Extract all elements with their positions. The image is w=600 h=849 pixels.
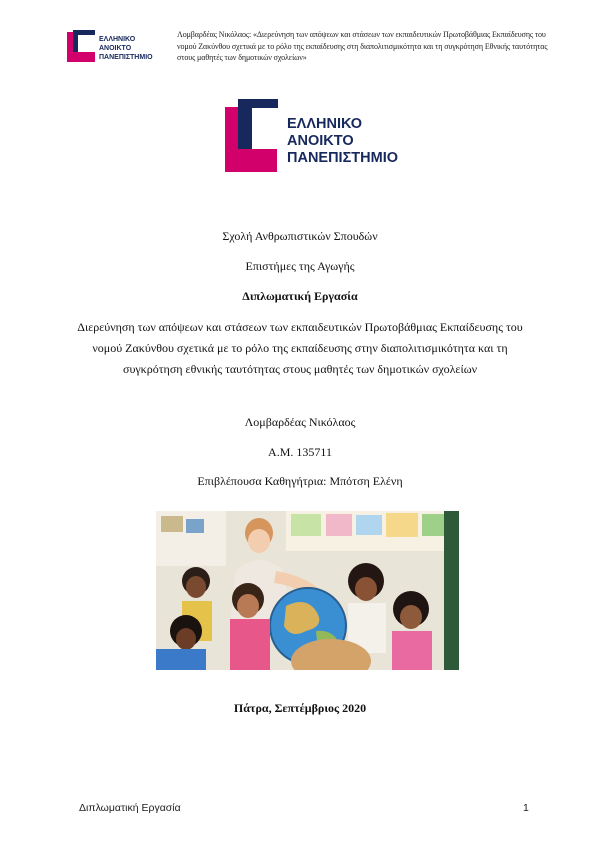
place-and-date: Πάτρα, Σεπτέμβριος 2020 [233,701,367,715]
student-id: Α.Μ. 135711 [268,445,332,459]
logo-line-3: ΠΑΝΕΠΙΣΤΗΜΙΟ [99,54,153,61]
supervisor: Επιβλέπουσα Καθηγήτρια: Μπότση Ελένη [197,474,403,488]
document-type: Διπλωματική Εργασία [242,289,358,303]
running-header-title: Λομβαρδέας Νικόλαος: «Διερεύνηση των απόψεων και στάσεων των εκπαιδευτικών Πρωτοβάθμιας Εκπαίδευσης του νομού Ζακύνθου σχετικά με το ρόλο της εκπαίδευσης στη διαπολιτισμικότητα και τη συγκρότηση Εθνικής ταυτότητας στους μαθητές των δημοτικών σχολείων» [177,30,548,62]
main-logo-line-1: ΕΛΛΗΝΙΚΟ [287,116,363,132]
classroom-globe-photo [156,511,459,670]
author-name: Λομβαρδέας Νικόλαος [244,415,356,429]
thesis-title: Διερεύνηση των απόψεων και στάσεων των εκπαιδευτικών Πρωτοβάθμιας Εκπαίδευσης του νομού Ζακύνθου σχετικά με το ρόλο της εκπαίδευσης στην διαπολιτισμικότητα και τη συγκρότηση εθνικής ταυτότητας στους μαθητές των δημοτικών σχολείων [77,320,523,376]
main-logo-line-2: ΑΝΟΙΚΤΟ [287,133,354,149]
logo-line-2: ΑΝΟΙΚΤΟ [99,45,132,52]
university-logo [225,99,403,172]
department-name: Επιστήμες της Αγωγής [245,259,355,273]
page-number: 1 [523,802,529,814]
university-logo-small [67,30,162,64]
logo-line-1: ΕΛΛΗΝΙΚΟ [99,36,136,43]
main-logo-line-3: ΠΑΝΕΠΙΣΤΗΜΙΟ [287,150,399,166]
school-name: Σχολή Ανθρωπιστικών Σπουδών [222,229,378,243]
footer-label: Διπλωματική Εργασία [79,802,181,814]
